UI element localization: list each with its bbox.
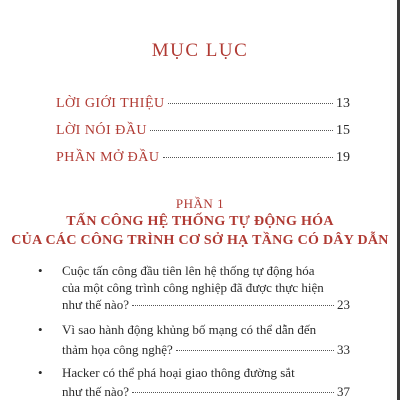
part-title-line1: TẤN CÔNG HỆ THỐNG TỰ ĐỘNG HÓA: [66, 214, 334, 229]
toc-entry-page: 19: [336, 150, 350, 165]
toc-entry-label: PHẦN MỞ ĐẦU: [56, 150, 160, 165]
entry-line: Hacker có thể phá hoại giao thông đường sắt: [62, 365, 295, 380]
toc-entry-cyber-terrorism[interactable]: [38, 321, 350, 357]
dot-leader: [163, 157, 333, 158]
toc-entry-page: 37: [337, 384, 350, 399]
toc-entry-introduction[interactable]: [56, 96, 350, 114]
entry-line: Cuộc tấn công đầu tiên lên hệ thống tự động hóa: [62, 263, 315, 278]
dot-leader: [132, 305, 334, 306]
toc-entry-label: LỜI GIỚI THIỆU: [56, 96, 165, 111]
part-number: PHẦN 1: [175, 196, 225, 211]
toc-entry-page: 33: [337, 342, 350, 357]
dot-leader: [176, 350, 334, 351]
bullet: •: [38, 322, 43, 337]
bullet: •: [38, 365, 43, 380]
dot-leader: [150, 130, 333, 131]
toc-entry-railway-hacking[interactable]: [38, 364, 350, 400]
toc-entry-opening[interactable]: [56, 150, 350, 168]
entry-line: Vì sao hành động khủng bố mạng có thể dẫn đến: [62, 322, 317, 337]
toc-title: MỤC LỤC: [151, 40, 249, 61]
entry-line: như thế nào?: [62, 384, 129, 399]
toc-entry-first-attack[interactable]: [38, 262, 350, 314]
entry-line: thảm họa công nghệ?: [62, 342, 173, 357]
part-title-line2: CỦA CÁC CÔNG TRÌNH CƠ SỞ HẠ TẦNG CÓ DÂY DẪN: [11, 233, 389, 248]
entry-line: của một công trình công nghiệp đã được thực hiện: [62, 280, 324, 295]
toc-entry-page: 15: [336, 123, 350, 138]
bullet: •: [38, 263, 43, 278]
toc-entry-label: LỜI NÓI ĐẦU: [56, 123, 148, 138]
toc-entry-page: 13: [336, 96, 350, 111]
toc-entry-page: 23: [337, 297, 350, 312]
toc-entry-preface[interactable]: [56, 123, 350, 141]
entry-line: như thế nào?: [62, 297, 129, 312]
dot-leader: [132, 392, 334, 393]
dot-leader: [168, 103, 333, 104]
